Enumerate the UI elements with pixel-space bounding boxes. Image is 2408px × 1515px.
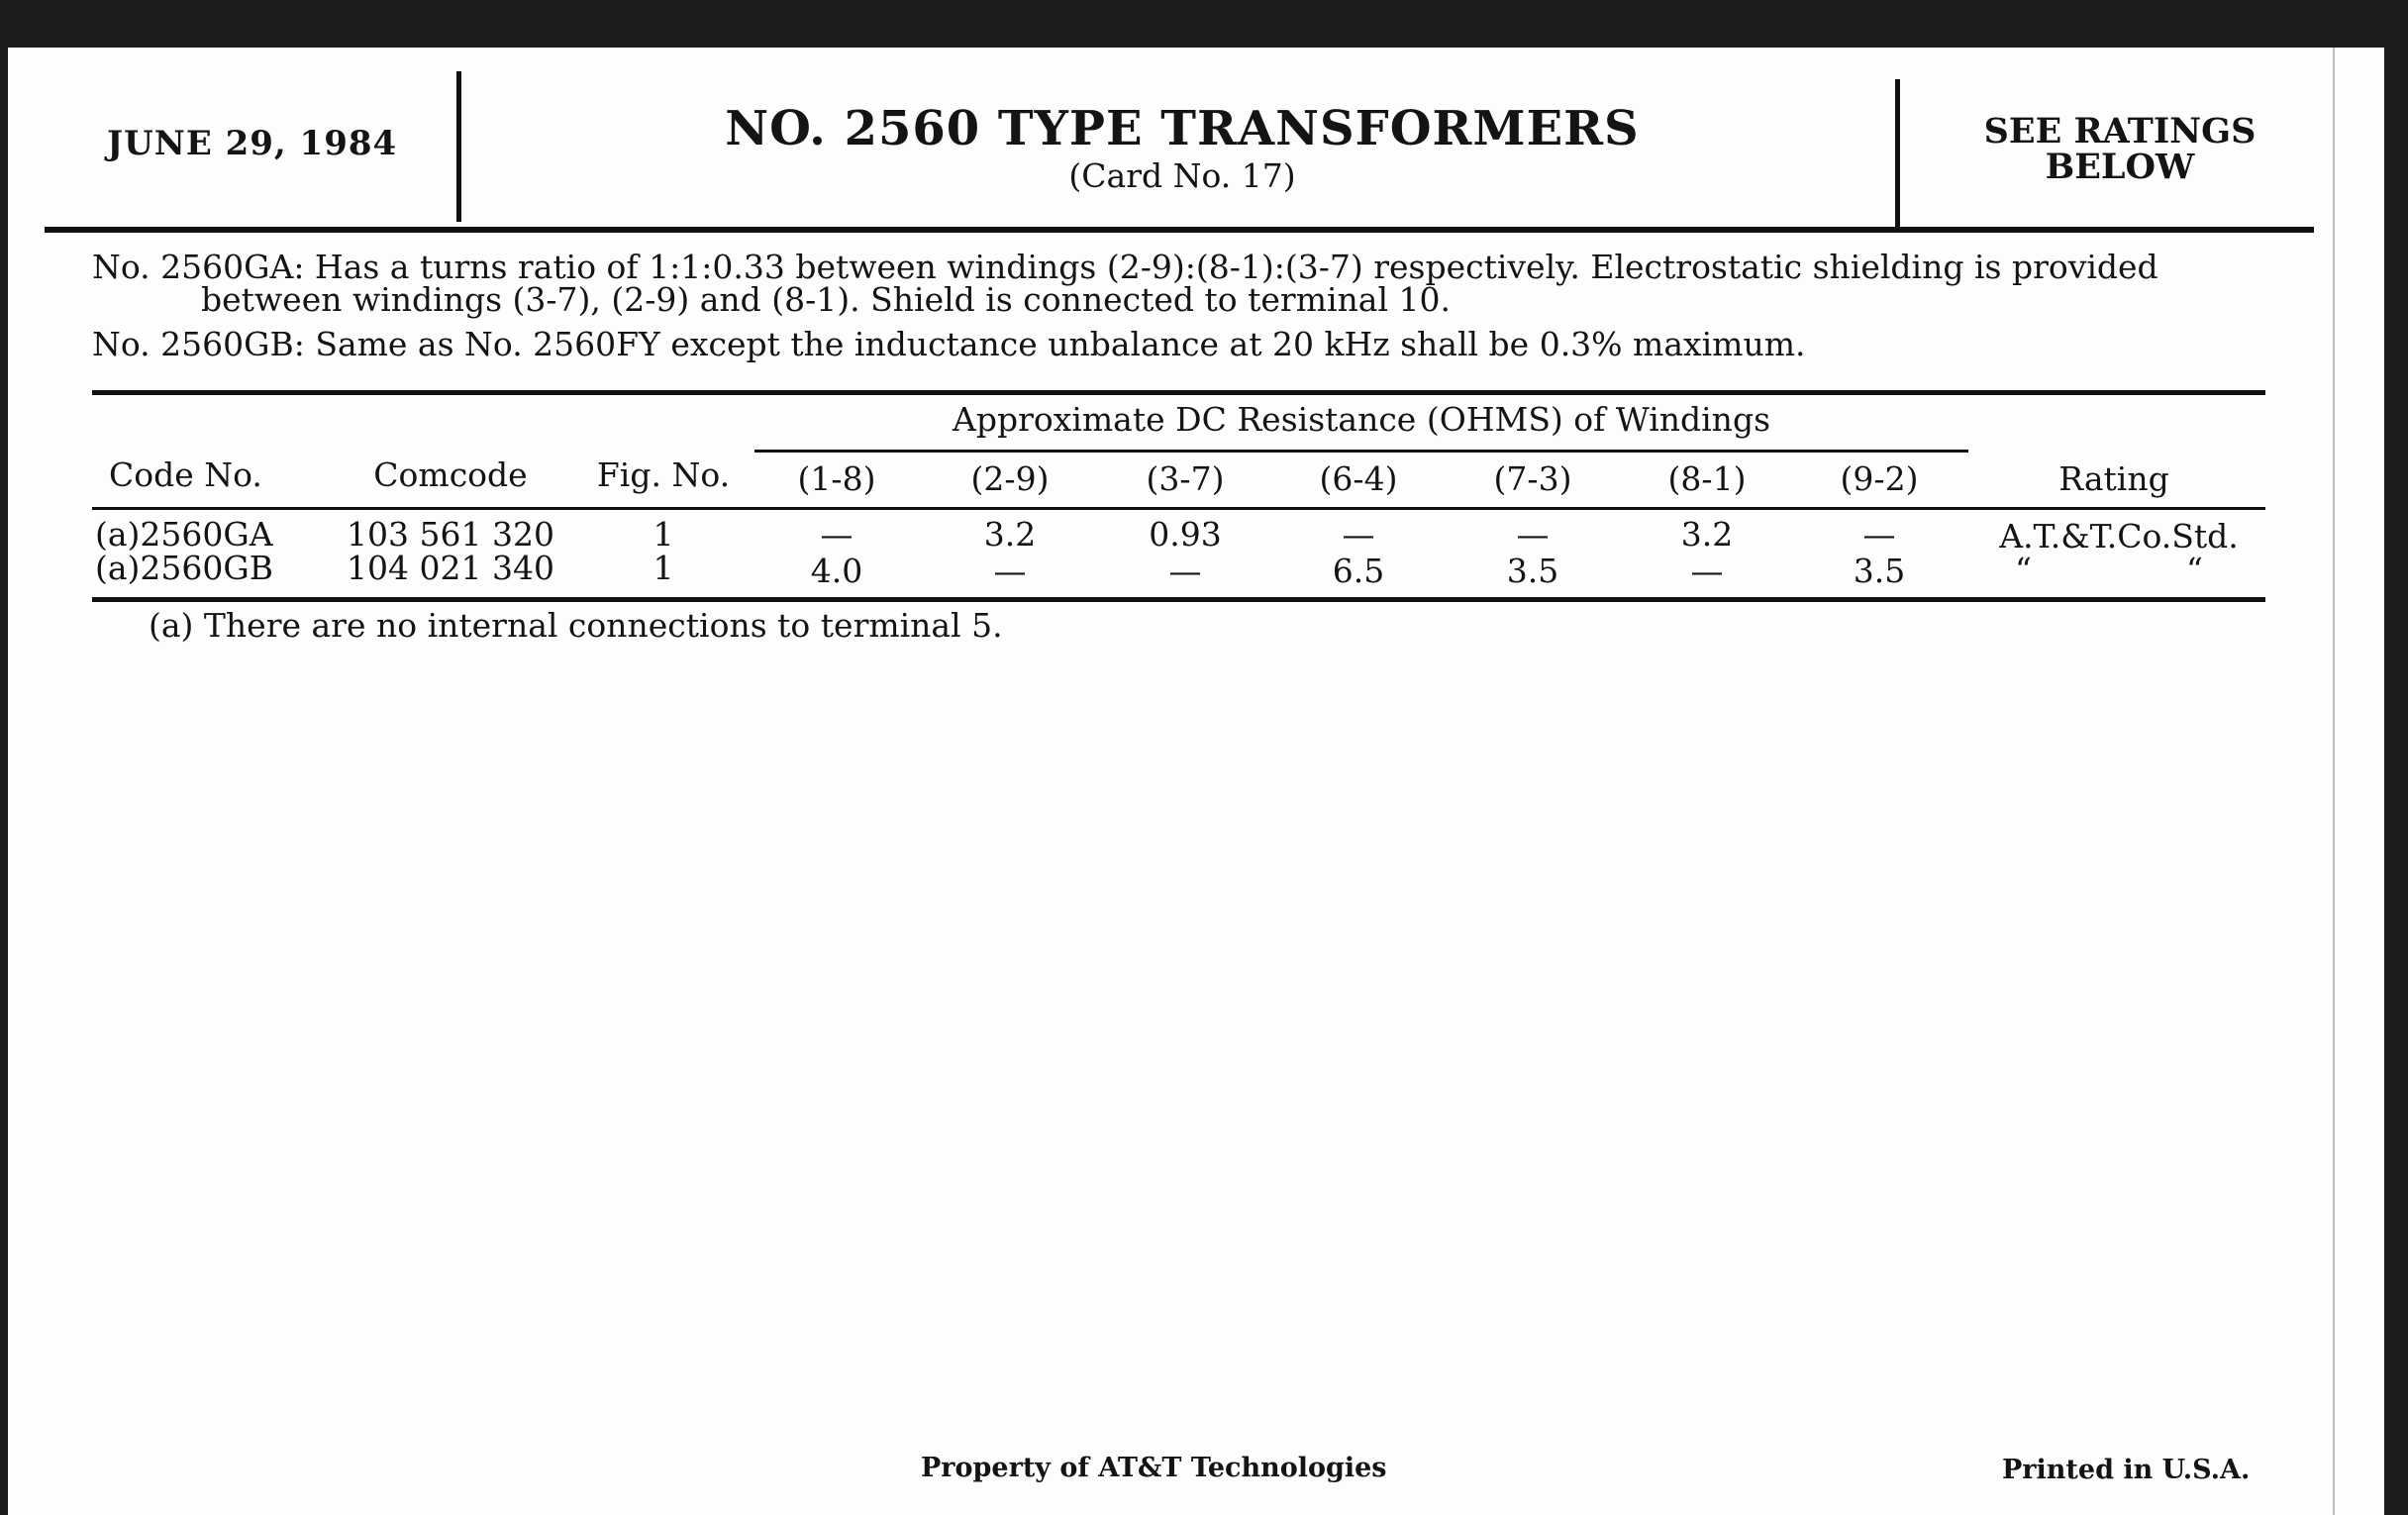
col-winding-7-3: (7-3) <box>1493 459 1572 498</box>
row2-w73: 3.5 <box>1506 552 1559 590</box>
ga-description-line1: No. 2560GA: Has a turns ratio of 1:1:0.33 between windings (2-9):(8-1):(3-7) respectively. Electrostatic shielding is provided <box>92 248 2158 286</box>
card-edge-shadow <box>2333 48 2335 1515</box>
row1-w37: 0.93 <box>1149 515 1222 554</box>
row2-rating-ditto-2: “ <box>2186 551 2203 589</box>
row1-rating: A.T.&T.Co.Std. <box>1999 517 2239 556</box>
footer-property: Property of AT&T Technologies <box>921 1453 1387 1483</box>
header-divider-left <box>456 71 461 222</box>
header-date: JUNE 29, 1984 <box>107 124 398 163</box>
row2-w92: 3.5 <box>1853 552 1906 590</box>
row2-w64: 6.5 <box>1332 552 1385 590</box>
col-winding-1-8: (1-8) <box>797 459 876 498</box>
row1-w73: — <box>1516 515 1550 554</box>
card-number: (Card No. 17) <box>1068 156 1296 195</box>
row2-w37: — <box>1168 552 1202 590</box>
col-rating: Rating <box>2058 459 2169 498</box>
row1-comcode: 103 561 320 <box>347 515 554 554</box>
table-bottom-rule <box>92 597 2265 602</box>
row1-w29: 3.2 <box>983 515 1037 554</box>
row2-w18: 4.0 <box>810 552 863 590</box>
resistance-group-header: Approximate DC Resistance (OHMS) of Windings <box>953 400 1770 439</box>
row2-w29: — <box>993 552 1027 590</box>
row1-code: (a)2560GA <box>95 515 273 554</box>
table-footnote: (a) There are no internal connections to terminal 5. <box>149 606 1003 645</box>
column-header-rule <box>92 507 2265 510</box>
footer-printed: Printed in U.S.A. <box>2002 1455 2251 1485</box>
row1-fig: 1 <box>652 515 674 554</box>
col-comcode: Comcode <box>373 455 528 494</box>
ga-description-line2: between windings (3-7), (2-9) and (8-1). Shield is connected to terminal 10. <box>201 280 1452 319</box>
row2-comcode: 104 021 340 <box>347 549 554 587</box>
gb-description: No. 2560GB: Same as No. 2560FY except the inductance unbalance at 20 kHz shall be 0.3% maximum. <box>92 325 1806 363</box>
col-winding-8-1: (8-1) <box>1667 459 1747 498</box>
row1-w81: 3.2 <box>1680 515 1734 554</box>
col-winding-2-9: (2-9) <box>970 459 1050 498</box>
table-top-rule <box>92 390 2265 395</box>
page-title: NO. 2560 TYPE TRANSFORMERS <box>725 101 1640 156</box>
col-winding-6-4: (6-4) <box>1319 459 1398 498</box>
row1-w92: — <box>1862 515 1896 554</box>
row2-fig: 1 <box>652 549 674 587</box>
col-winding-9-2: (9-2) <box>1840 459 1919 498</box>
header-divider-right <box>1895 79 1900 228</box>
row1-w64: — <box>1342 515 1375 554</box>
row2-w81: — <box>1690 552 1724 590</box>
row2-rating-ditto-1: “ <box>2015 551 2032 589</box>
group-header-underline <box>754 450 1968 453</box>
row2-code: (a)2560GB <box>95 549 274 587</box>
header-rule <box>45 227 2314 233</box>
col-fig-no: Fig. No. <box>596 455 731 494</box>
ratings-note-line1: SEE RATINGS <box>1983 111 2257 152</box>
col-code-no: Code No. <box>109 455 262 494</box>
ratings-note <box>1906 111 2334 187</box>
ratings-note-line2: BELOW <box>2045 147 2195 187</box>
col-winding-3-7: (3-7) <box>1146 459 1225 498</box>
row1-w18: — <box>820 515 853 554</box>
